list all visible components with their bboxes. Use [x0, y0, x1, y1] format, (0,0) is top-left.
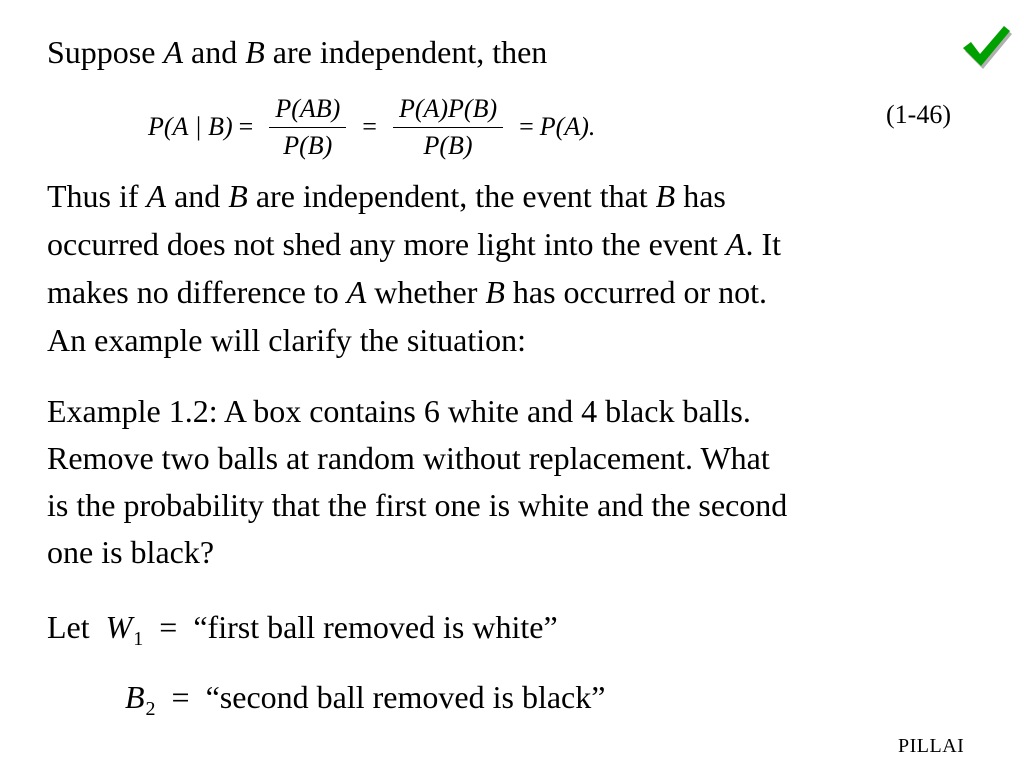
fraction-1 — [269, 91, 346, 164]
fraction-1-denominator: P(B) — [283, 130, 333, 160]
example-line: Example 1.2: A box contains 6 white and 4 black balls. — [47, 393, 751, 429]
equals-sign: = — [519, 112, 534, 141]
fraction-2-numerator: P(A)P(B) — [398, 93, 498, 123]
equals-sign: = — [238, 112, 254, 141]
fraction-2 — [393, 91, 503, 164]
paragraph-line: occurred does not shed any more light into the event A. It — [47, 226, 782, 262]
fraction-2-denominator: P(B) — [423, 130, 473, 160]
definition-w1: Let $W_1$ = “first ball removed is white” — [47, 609, 558, 650]
equation-rhs: P(A). — [539, 112, 596, 141]
example-line: one is black? — [47, 534, 215, 570]
intro-line: Suppose A and B are independent, then — [47, 34, 548, 70]
example-line: is the probability that the first one is white and the second — [47, 487, 788, 523]
paragraph-line: Thus if A and B are independent, the event that B has — [47, 178, 726, 214]
paragraph-line: makes no difference to A whether B has occurred or not. — [47, 274, 768, 310]
equation-lhs: P(A | B) — [148, 112, 233, 141]
paragraph-line: An example will clarify the situation: — [47, 322, 526, 358]
footer-author: PILLAI — [898, 735, 965, 757]
fraction-1-numerator: P(AB) — [275, 93, 341, 123]
equation — [148, 82, 595, 172]
equals-sign: = — [362, 112, 377, 141]
equation-number: (1-46) — [886, 100, 951, 129]
definition-b2: $B_2$ = “second ball removed is black” — [125, 679, 606, 720]
check-icon — [960, 22, 1012, 70]
example-line: Remove two balls at random without replacement. What — [47, 440, 770, 476]
